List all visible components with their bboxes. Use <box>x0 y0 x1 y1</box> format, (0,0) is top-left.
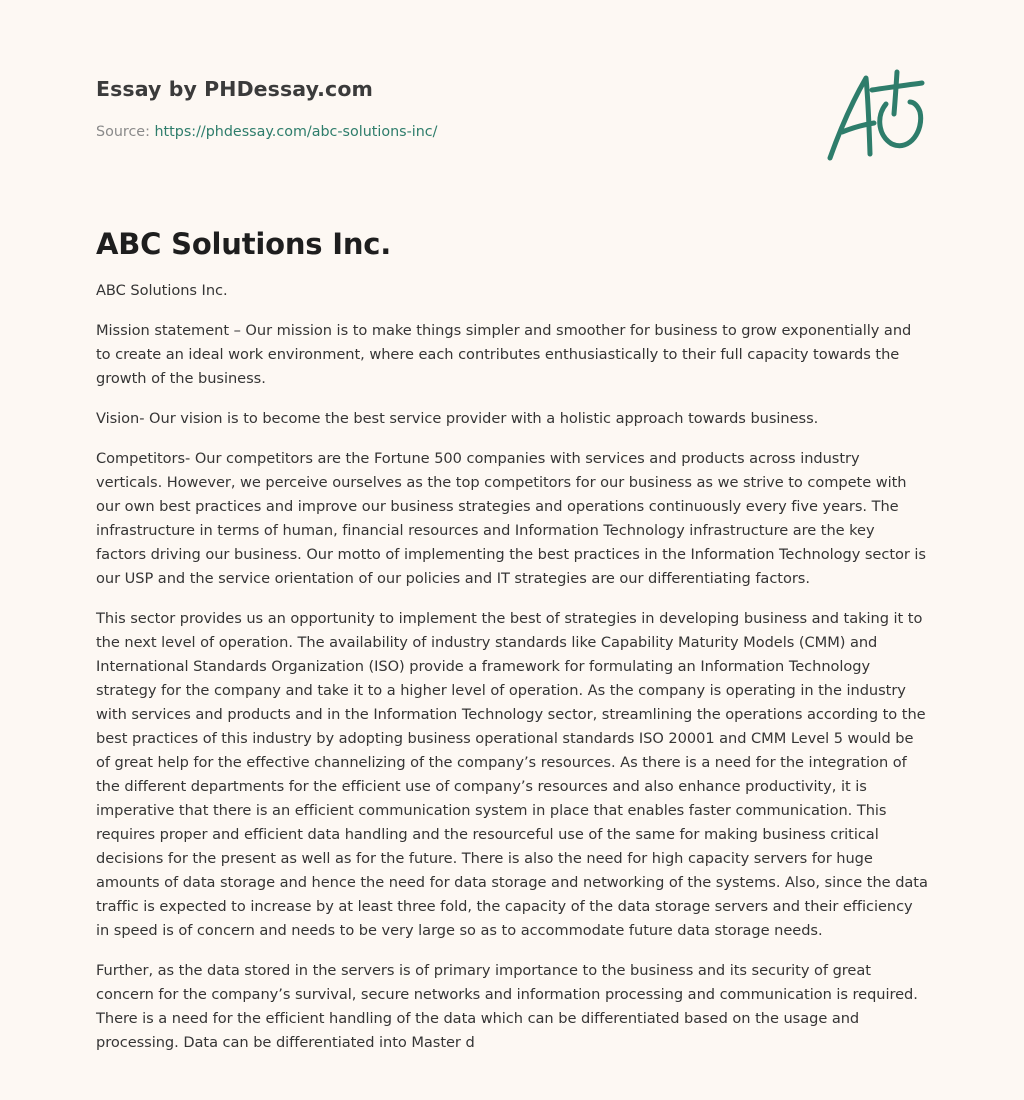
paragraph: Vision- Our vision is to become the best service provider with a holistic approach towards business. <box>96 410 819 427</box>
paragraph: This sector provides us an opportunity to implement the best of strategies in developing business and taking it to the next level of operation. The availability of industry standards like Capability Maturity Models (CMM) and International Standards Organization (ISO) provide a framework for formulating an Information Technology strategy for the company and take it to a higher level of operation. As the company is operating in the industry with services and products and in the Information Technology sector, streamlining the operations according to the best practices of this industry by adopting business operational standards ISO 20001 and CMM Level 5 would be of great help for the effective channelizing of the company’s resources. As there is a need for the integration of the different departments for the efficient use of company’s resources and also enhance productivity, it is imperative that there is an efficient communication system in place that enables faster communication. This requires proper and efficient data handling and the resourceful use of the same for making business critical decisions for the present as well as for the future. There is also the need for high capacity servers for huge amounts of data storage and hence the need for data storage and networking of the systems. Also, since the data traffic is expected to increase by at least three fold, the capacity of the data storage servers and their efficiency in speed is of concern and needs to be very large so as to accommodate future data storage needs. <box>96 610 928 939</box>
paragraph: ABC Solutions Inc. <box>96 282 228 299</box>
paragraph: Mission statement – Our mission is to make things simpler and smoother for business to grow exponentially and to create an ideal work environment, where each contributes enthusiastically to their full capacity towards the growth of the business. <box>96 322 912 387</box>
source-link[interactable]: https://phdessay.com/abc-solutions-inc/ <box>154 124 438 140</box>
header <box>96 74 928 142</box>
a-plus-grade-icon <box>822 68 926 164</box>
paragraph: Further, as the data stored in the servers is of primary importance to the business and its security of great concern for the company’s survival, secure networks and information processing and communication is required. There is a need for the efficient handling of the data which can be differentiated based on the usage and processing. Data can be differentiated into Master d <box>96 962 918 1051</box>
article <box>96 225 928 1071</box>
source-line <box>96 122 928 142</box>
article-title: ABC Solutions Inc. <box>96 227 392 261</box>
brand-title: Essay by PHDessay.com <box>96 77 373 101</box>
source-label: Source: <box>96 124 150 140</box>
paragraph: Competitors- Our competitors are the Fortune 500 companies with services and products across industry verticals. However, we perceive ourselves as the top competitors for our business as we strive to compete with our own best practices and improve our business strategies and operations continuously every five years. The infrastructure in terms of human, financial resources and Information Technology infrastructure are the key factors driving our business. Our motto of implementing the best practices in the Information Technology sector is our USP and the service orientation of our policies and IT strategies are our differentiating factors. <box>96 450 926 587</box>
